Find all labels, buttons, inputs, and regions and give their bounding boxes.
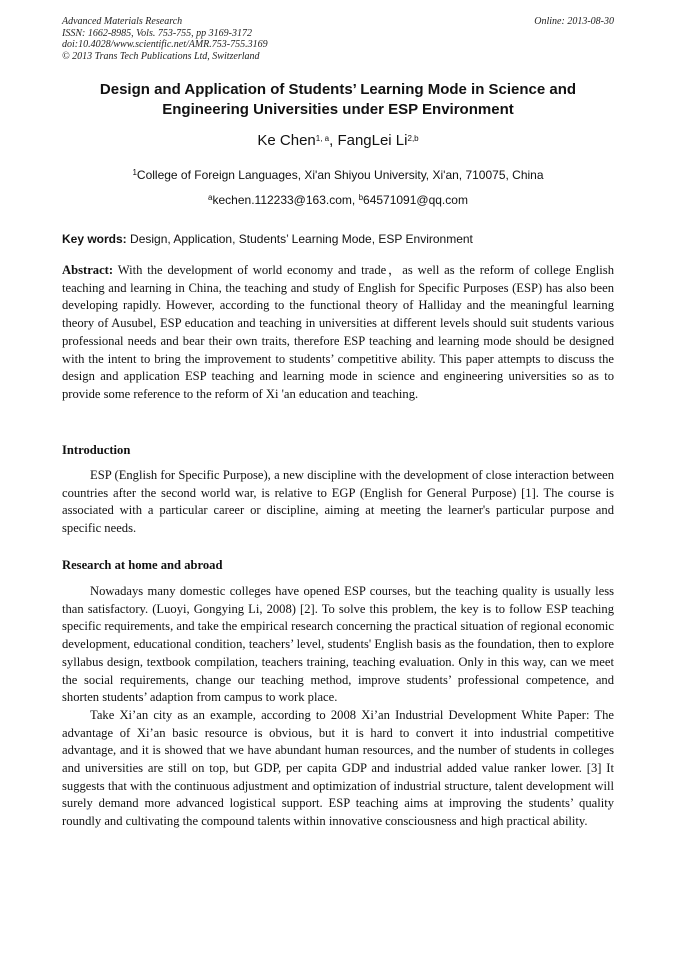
online-date: Online: 2013-08-30: [534, 16, 614, 27]
author-2-marker: 2,b: [407, 134, 419, 143]
email-b-marker: b: [358, 193, 364, 202]
paper-title: [62, 80, 614, 120]
title-line-1: Design and Application of Students’ Learning Mode in Science and: [99, 81, 577, 98]
affiliation-text: College of Foreign Languages, Xi'an Shiyou University, Xi'an, 710075, China: [136, 168, 544, 182]
abstract-label: Abstract:: [62, 263, 114, 277]
abstract-text: With the development of world economy and trade，as well as the reform of college English teaching and learning in China, the teaching and study of English for Specific Purposes (ESP) has also been developing rapidly. However, according to the functional theory of Halliday and the meaningful learning theory of Ausubel, ESP education and teaching in universities at different levels should suit students various professional needs and bear their own traits, therefore ESP teaching and learning mode should be designed with the intent to bring the improvement to students’ competitive ability. This paper attempts to discuss the design and application ESP teaching and learning mode in science and engineering universities so as to provide some reference to the reform of Xi 'an education and teaching.: [62, 263, 614, 401]
email-b[interactable]: 64571091@qq.com: [363, 193, 468, 207]
copyright-line: © 2013 Trans Tech Publications Ltd, Switzerland: [62, 50, 260, 62]
author-1: Ke Chen: [257, 132, 316, 149]
email-a-marker: a: [208, 193, 213, 202]
author-list: [62, 131, 614, 151]
affiliation-marker: 1: [132, 168, 137, 177]
author-emails: [62, 192, 614, 208]
heading-research: Research at home and abroad: [62, 558, 223, 572]
keywords-text: Design, Application, Students’ Learning Mode, ESP Environment: [126, 232, 473, 246]
heading-introduction: Introduction: [62, 443, 131, 457]
email-a[interactable]: kechen.112233@163.com,: [212, 193, 359, 207]
keywords-label: Key words:: [62, 232, 127, 246]
journal-header: [62, 16, 614, 62]
doi-line: doi:10.4028/www.scientific.net/AMR.753-755.3169: [62, 39, 268, 50]
keywords: [62, 231, 614, 247]
research-section: [62, 583, 614, 831]
author-2: FangLei Li: [337, 132, 408, 149]
research-paragraph-1: Nowadays many domestic colleges have opened ESP courses, but the teaching quality is usually less than satisfactory. (Luoyi, Gongying Li, 2008) [2]. To solve this problem, the key is to follow ESP teaching specific requirements, and take the empirical research concerning the practical situation of regional economic development, educational condition, teachers’ level, students' English basis as the foundation, then to explore syllabus design, textbook compilation, teachers training, teaching evaluation. Only in this way, can we meet the social requirements, change our teaching method, improve students’ professional competence, and shorten students’ adaption from campus to work place.: [62, 584, 614, 705]
journal-name: Advanced Materials Research: [62, 16, 183, 27]
author-separator: ,: [329, 132, 338, 149]
introduction-paragraph: [62, 467, 614, 538]
research-paragraph-2: Take Xi’an city as an example, according to 2008 Xi’an Industrial Development White Paper: The advantage of Xi’an basic resource is obvious, but it is hard to convert it into industrial competitive advantage, and it is showed that we have abundant human resources, and the number of students in colleges and universities are still on top, but GDP, per capita GDP and industrial added value ranker lower. [3] It suggests that with the continuous adjustment and optimization of industrial structure, talent development will surely demand more advanced logistical support. ESP teaching aims at improving the students’ quality roundly and cultivating the compound talents within innovative consciousness and high practical ability.: [62, 707, 614, 829]
intro-paragraph-1: ESP (English for Specific Purpose), a new discipline with the development of close interaction between countries after the second world war, is relative to EGP (English for General Purpose) [1]. The course is associated with a particular career or discipline, aiming at meeting the learner's particular purpose and specific needs.: [62, 468, 614, 536]
author-1-marker: 1, a: [315, 134, 330, 143]
affiliation: [62, 167, 614, 183]
issn-line: ISSN: 1662-8985, Vols. 753-755, pp 3169-3172: [62, 27, 252, 39]
abstract: [62, 262, 614, 404]
title-line-2: Engineering Universities under ESP Environment: [162, 101, 514, 118]
